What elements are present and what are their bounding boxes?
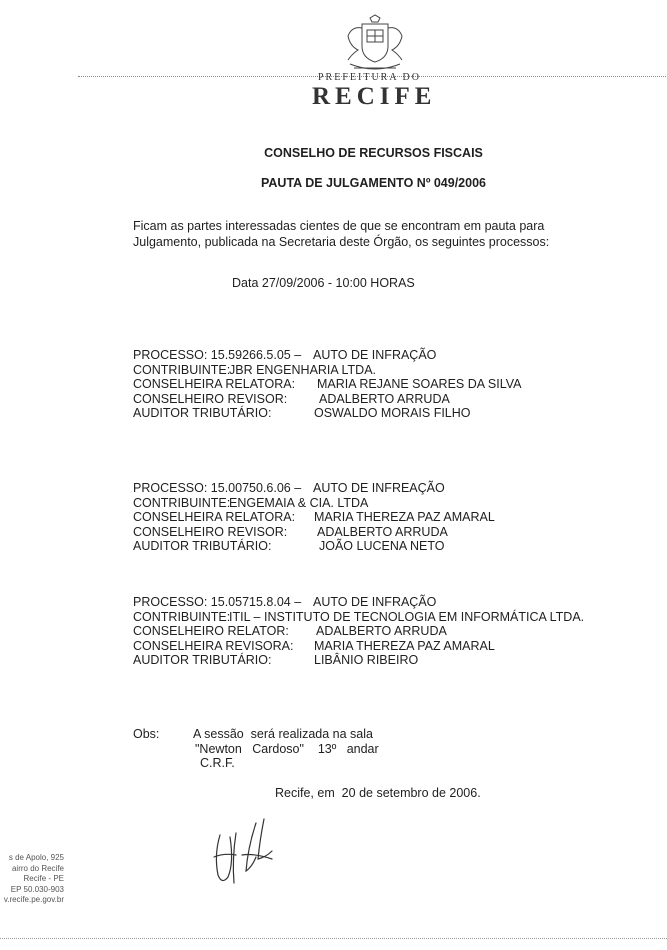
process-block xyxy=(133,481,653,554)
auditor-value: JOÃO LUCENA NETO xyxy=(319,539,445,553)
intro-paragraph xyxy=(133,218,549,250)
org-name-small: PREFEITURA DO xyxy=(318,72,421,83)
relator-label: CONSELHEIRA RELATORA: xyxy=(133,510,296,524)
obs-line: C.R.F. xyxy=(200,756,235,770)
process-type: AUTO DE INFREAÇÃO xyxy=(313,481,445,495)
auditor-value: OSWALDO MORAIS FILHO xyxy=(314,406,471,420)
obs-label: Obs: xyxy=(133,727,160,741)
process-number-row xyxy=(133,595,663,610)
auditor-row xyxy=(133,406,653,421)
footer-rule xyxy=(0,938,667,939)
process-number-row xyxy=(133,348,653,363)
process-type: AUTO DE INFRAÇÃO xyxy=(313,595,437,609)
relator-row xyxy=(133,510,653,525)
relator-row xyxy=(133,624,663,639)
document-title: CONSELHO DE RECURSOS FISCAIS xyxy=(264,146,483,160)
process-number-row xyxy=(133,481,653,496)
address-line: EP 50.030-903 xyxy=(10,884,64,894)
contribuinte-row xyxy=(133,496,653,511)
revisor-label: CONSELHEIRO REVISOR: xyxy=(133,524,288,539)
intro-line: Julgamento, publicada na Secretaria deste Órgão, os seguintes processos: xyxy=(133,235,550,249)
relator-value: ADALBERTO ARRUDA xyxy=(316,624,447,638)
session-date: Data 27/09/2006 - 10:00 HORAS xyxy=(232,276,415,290)
signature-icon xyxy=(198,815,290,897)
auditor-row xyxy=(133,539,653,554)
contribuinte-label: CONTRIBUINTE: xyxy=(133,362,231,377)
contribuinte-label: CONTRIBUINTE: xyxy=(133,609,231,624)
address-line: v.recife.pe.gov.br xyxy=(3,895,64,904)
coat-of-arms-icon xyxy=(340,14,410,72)
intro-line: Ficam as partes interessadas cientes de que se encontram em pauta para xyxy=(133,219,545,233)
revisor-value: ADALBERTO ARRUDA xyxy=(319,391,450,406)
revisor-row xyxy=(133,639,663,654)
auditor-label: AUDITOR TRIBUTÁRIO: xyxy=(133,406,272,420)
auditor-label: AUDITOR TRIBUTÁRIO: xyxy=(133,653,272,667)
contribuinte-value: JBR ENGENHARIA LTDA. xyxy=(229,362,377,377)
contribuinte-row xyxy=(133,363,653,378)
relator-value: MARIA REJANE SOARES DA SILVA xyxy=(317,377,522,391)
revisor-row xyxy=(133,392,653,407)
relator-value: MARIA THEREZA PAZ AMARAL xyxy=(314,510,495,524)
address-line: s de Apolo, 925 xyxy=(8,853,64,862)
contribuinte-value: ENGEMAIA & CIA. LTDA xyxy=(229,495,369,510)
relator-label: CONSELHEIRA RELATORA: xyxy=(133,377,296,391)
revisor-row xyxy=(133,525,653,540)
process-number: PROCESSO: 15.59266.5.05 – xyxy=(133,348,302,362)
address-block xyxy=(0,853,64,906)
revisor-value: ADALBERTO ARRUDA xyxy=(317,524,448,539)
auditor-value: LIBÂNIO RIBEIRO xyxy=(314,653,419,667)
process-type: AUTO DE INFRAÇÃO xyxy=(313,348,437,362)
contribuinte-label: CONTRIBUINTE: xyxy=(133,495,231,510)
auditor-label: AUDITOR TRIBUTÁRIO: xyxy=(133,539,272,553)
revisor-label: CONSELHEIRA REVISORA: xyxy=(133,638,294,653)
document-subtitle: PAUTA DE JULGAMENTO Nº 049/2006 xyxy=(261,176,486,190)
process-number: PROCESSO: 15.00750.6.06 – xyxy=(133,481,302,495)
revisor-value: MARIA THEREZA PAZ AMARAL xyxy=(314,638,495,653)
auditor-row xyxy=(133,653,663,668)
process-block xyxy=(133,595,663,668)
relator-label: CONSELHEIRO RELATOR: xyxy=(133,624,289,638)
obs-line: "Newton Cardoso" 13º andar xyxy=(195,741,379,756)
obs-line: A sessão será realizada na sala xyxy=(193,727,373,741)
obs-text xyxy=(193,727,379,771)
org-name-big: RECIFE xyxy=(312,83,437,110)
revisor-label: CONSELHEIRO REVISOR: xyxy=(133,391,288,406)
relator-row xyxy=(133,377,653,392)
process-number: PROCESSO: 15.05715.8.04 – xyxy=(133,595,302,609)
contribuinte-row xyxy=(133,610,663,625)
place-and-date: Recife, em 20 de setembro de 2006. xyxy=(275,786,481,800)
address-line: Recife - PE xyxy=(23,874,64,883)
process-block xyxy=(133,348,653,421)
contribuinte-value: ITIL – INSTITUTO DE TECNOLOGIA EM INFORMÁTICA LTDA. xyxy=(229,609,585,624)
address-line: airro do Recife xyxy=(11,863,64,873)
